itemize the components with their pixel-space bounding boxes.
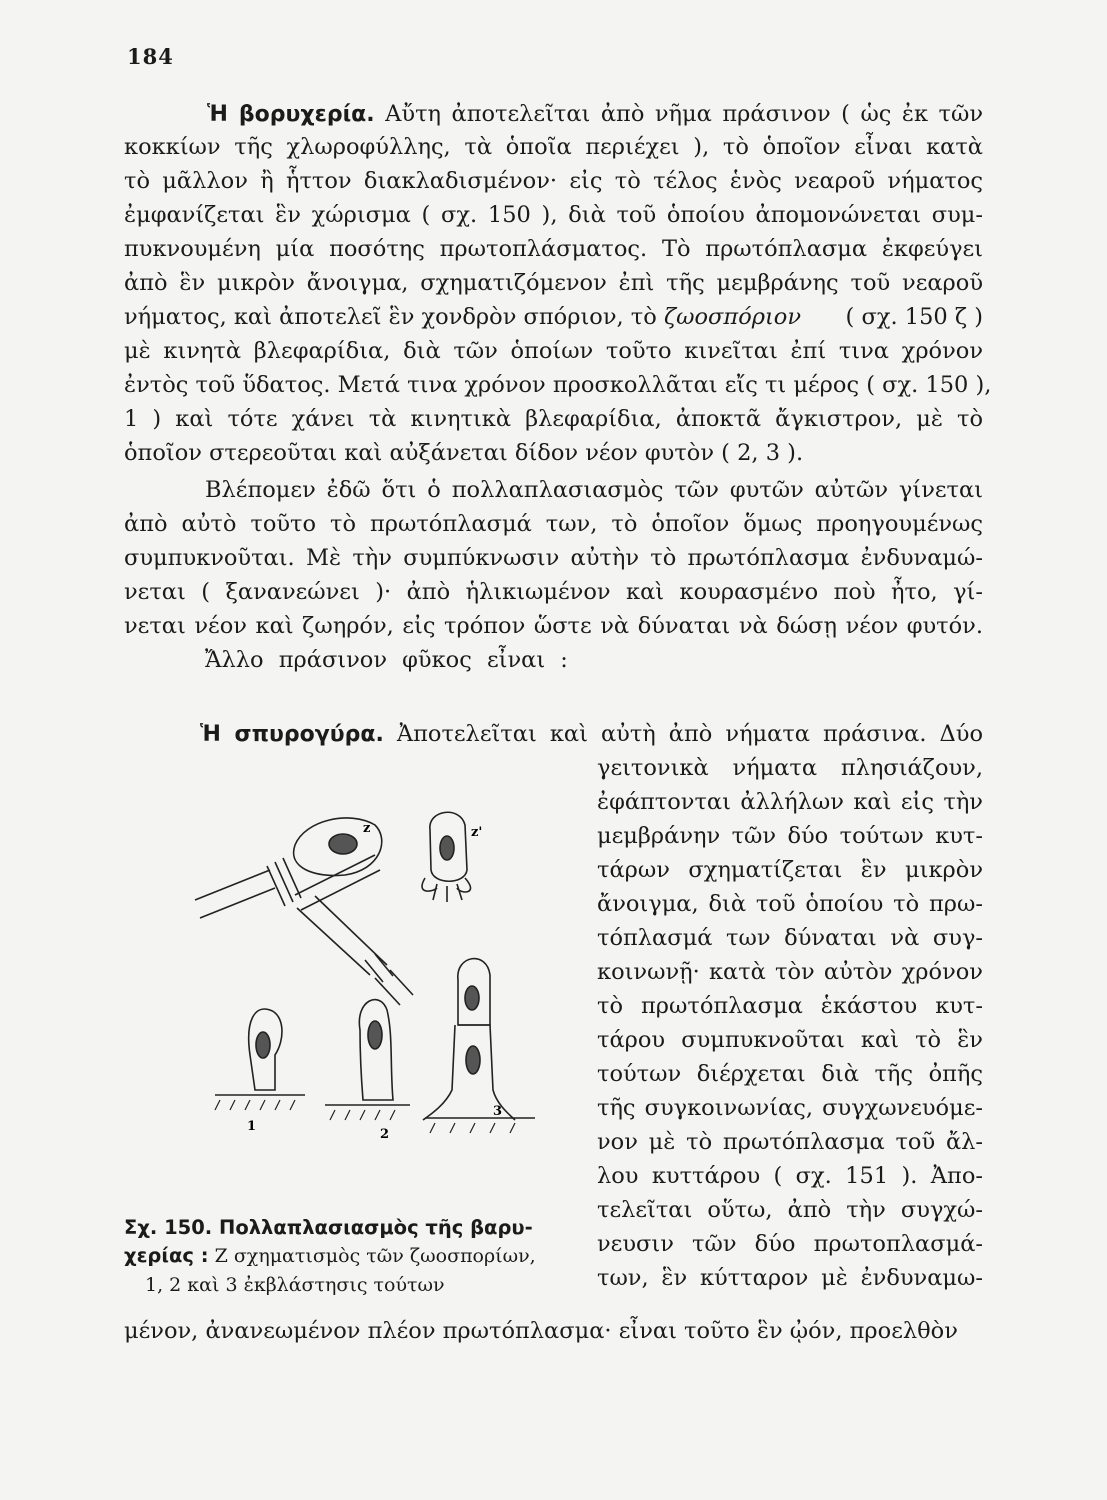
filament-end xyxy=(375,970,413,1005)
section2-column-line: ἐφάπτονται ἀλλήλων καὶ εἰς τὴν xyxy=(597,789,983,815)
section2-column-line: κοινωνῇ· κατὰ τὸν αὐτὸν χρόνον xyxy=(597,959,983,985)
caption-line-2 xyxy=(124,1243,536,1269)
section1-line-5: πυκνουμένη μία ποσότης πρωτοπλάσματος. Τὸ πρωτόπλασμα ἐκφεύγει xyxy=(124,236,983,262)
germling-2 xyxy=(359,1000,393,1100)
section2-column-line: τελεῖται οὕτω, ἀπὸ τὴν συγχώ- xyxy=(597,1197,983,1223)
caption-text-2: Ζ σχηματισμὸς τῶν ζωοσπορίων, xyxy=(214,1245,536,1267)
germling-3-nucleus-a xyxy=(465,986,479,1010)
substrate-lines xyxy=(215,1095,535,1118)
paragraph2-line-6: Ἄλλο πράσινον φῦκος εἶναι : xyxy=(205,647,568,673)
section2-line-1-text: Ἀποτελεῖται καὶ αὐτὴ ἀπὸ νήματα πράσινα. Δύο xyxy=(396,721,984,747)
section1-line-4: ἐμφανίζεται ἓν χώρισμα ( σχ. 150 ), διὰ τοῦ ὁποίου ἀπομονώνεται συμ- xyxy=(124,202,983,228)
figure-label-1: 1 xyxy=(247,1119,257,1134)
caption-heading-2: χερίας : xyxy=(124,1244,209,1267)
section1-line-9: ἐντὸς τοῦ ὕδατος. Μετά τινα χρόνον προσκολλᾶται εἴς τι μέρος ( σχ. 150 ), xyxy=(124,372,992,398)
section2-column-line: γειτονικὰ νήματα πλησιάζουν, xyxy=(597,755,983,781)
section1-line-7 xyxy=(124,302,983,332)
section2-column-line: τούτων διέρχεται διὰ τῆς ὀπῆς xyxy=(597,1061,983,1087)
paragraph2-line-2: ἀπὸ αὐτὸ τοῦτο τὸ πρωτόπλασμά των, τὸ ὁποῖον ὅμως προηγουμένως xyxy=(124,511,983,537)
section1-line-11: ὁποῖον στερεοῦται καὶ αὐξάνεται δίδον νέον φυτὸν ( 2, 3 ). xyxy=(124,440,804,466)
section2-line-1 xyxy=(200,719,983,750)
page-number: 184 xyxy=(127,44,174,69)
filament-left xyxy=(195,870,275,918)
section2-column-line: τόπλασμά των δύναται νὰ συγ- xyxy=(597,925,983,951)
section1-line-8: μὲ κινητὰ βλεφαρίδια, διὰ τῶν ὁποίων τοῦτο κινεῖται ἐπί τινα χρόνον xyxy=(124,338,983,364)
paragraph2-line-4: νεται ( ξανανεώνει )· ἀπὸ ἡλικιωμένον καὶ κουρασμένο ποὺ ἦτο, γί- xyxy=(124,579,983,605)
section1-line-3: τὸ μᾶλλον ἢ ἧττον διακλαδισμένον· εἰς τὸ τέλος ἑνὸς νεαροῦ νήματος xyxy=(124,168,983,194)
zoospore-z-nucleus xyxy=(329,834,357,854)
zoosporion-term: ζωοσπόριον xyxy=(663,304,802,330)
caption-heading: Σχ. 150. Πολλαπλασιασμὸς τῆς βαρυ- xyxy=(124,1216,533,1239)
filament-rings-2 xyxy=(365,954,393,982)
figure-label-3: 3 xyxy=(493,1104,503,1119)
section1-line-6: ἀπὸ ἓν μικρὸν ἄνοιγμα, σχηματιζόμενον ἐπὶ τῆς μεμβράνης τοῦ νεαροῦ xyxy=(124,270,983,296)
paragraph2-line-3: συμπυκνοῦται. Μὲ τὴν συμπύκνωσιν αὐτὴν τὸ πρωτόπλασμα ἐνδυναμώ- xyxy=(124,545,983,571)
section2-column-line: νευσιν τῶν δύο πρωτοπλασμά- xyxy=(597,1231,983,1257)
caption-line-1 xyxy=(124,1215,533,1241)
paragraph2-line-1: Βλέπομεν ἐδῶ ὅτι ὁ πολλαπλασιασμὸς τῶν φυτῶν αὐτῶν γίνεται xyxy=(205,477,983,503)
section2-column-line: τάρου συμπυκνοῦται καὶ τὸ ἓν xyxy=(597,1027,983,1053)
section1-line-2: κοκκίων τῆς χλωροφύλλης, τὰ ὁποῖα περιέχει ), τὸ ὁποῖον εἶναι κατὰ xyxy=(124,134,983,160)
section1-line-1-text: Αὔτη ἀποτελεῖται ἀπὸ νῆμα πράσινον ( ὡς ἐκ τῶν xyxy=(385,101,984,127)
section1-line-7-ref: ( σχ. 150 ζ ) xyxy=(845,304,983,330)
section2-column-line: λου κυττάρου ( σχ. 151 ). Ἀπο- xyxy=(597,1163,983,1189)
section2-column-line: των, ἓν κύτταρον μὲ ἐνδυναμω- xyxy=(597,1265,983,1291)
figure-label-2: 2 xyxy=(380,1127,390,1142)
section2-column-line: τῆς συγκοινωνίας, συγχωνευόμε- xyxy=(597,1095,983,1121)
section2-column-line: νον μὲ τὸ πρωτόπλασμα τοῦ ἄλ- xyxy=(597,1129,983,1155)
section2-last-line: μένον, ἀνανεωμένον πλέον πρωτόπλασμα· εἶναι τοῦτο ἓν ᾠόν, προελθὸν xyxy=(124,1318,958,1344)
zoospore-z-prime-nucleus xyxy=(440,836,454,860)
section2-heading: Ἡ σπυρογύρα. xyxy=(200,722,384,747)
figure-150-illustration xyxy=(175,800,575,1150)
caption-line-3: 1, 2 καὶ 3 ἐκβλάστησις τούτων xyxy=(145,1274,445,1296)
section2-column-line: μεμβράνην τῶν δύο τούτων κυτ- xyxy=(597,823,983,849)
figure-label-z-prime: z' xyxy=(471,825,483,840)
figure-label-z: z xyxy=(363,821,371,836)
filament-upper xyxy=(295,855,380,910)
paragraph2-line-5: νεται νέον καὶ ζωηρόν, εἰς τρόπον ὥστε νὰ δύναται νὰ δώσῃ νέον φυτόν. xyxy=(124,613,983,639)
germling-2-nucleus xyxy=(368,1021,382,1049)
filament-lower xyxy=(297,896,387,975)
section2-column-line: ἄνοιγμα, διὰ τοῦ ὁποίου τὸ πρω- xyxy=(597,891,983,917)
section1-heading: Ἡ βορυχερία. xyxy=(207,102,375,127)
section1-line-10: 1 ) καὶ τότε χάνει τὰ κινητικὰ βλεφαρίδια, ἀποκτᾶ ἄγκιστρον, μὲ τὸ xyxy=(124,406,983,432)
section1-line-1 xyxy=(207,99,983,130)
section2-column-line: τάρων σχηματίζεται ἓν μικρὸν xyxy=(597,857,983,883)
section2-column-line: τὸ πρωτόπλασμα ἑκάστου κυτ- xyxy=(597,993,983,1019)
germling-3-nucleus-b xyxy=(466,1046,480,1074)
filament-rings xyxy=(267,858,301,906)
section1-line-7-text: νήματος, καὶ ἀποτελεῖ ἓν χονδρὸν σπόριον, τὸ xyxy=(124,304,657,330)
germling-1-nucleus xyxy=(256,1032,270,1058)
